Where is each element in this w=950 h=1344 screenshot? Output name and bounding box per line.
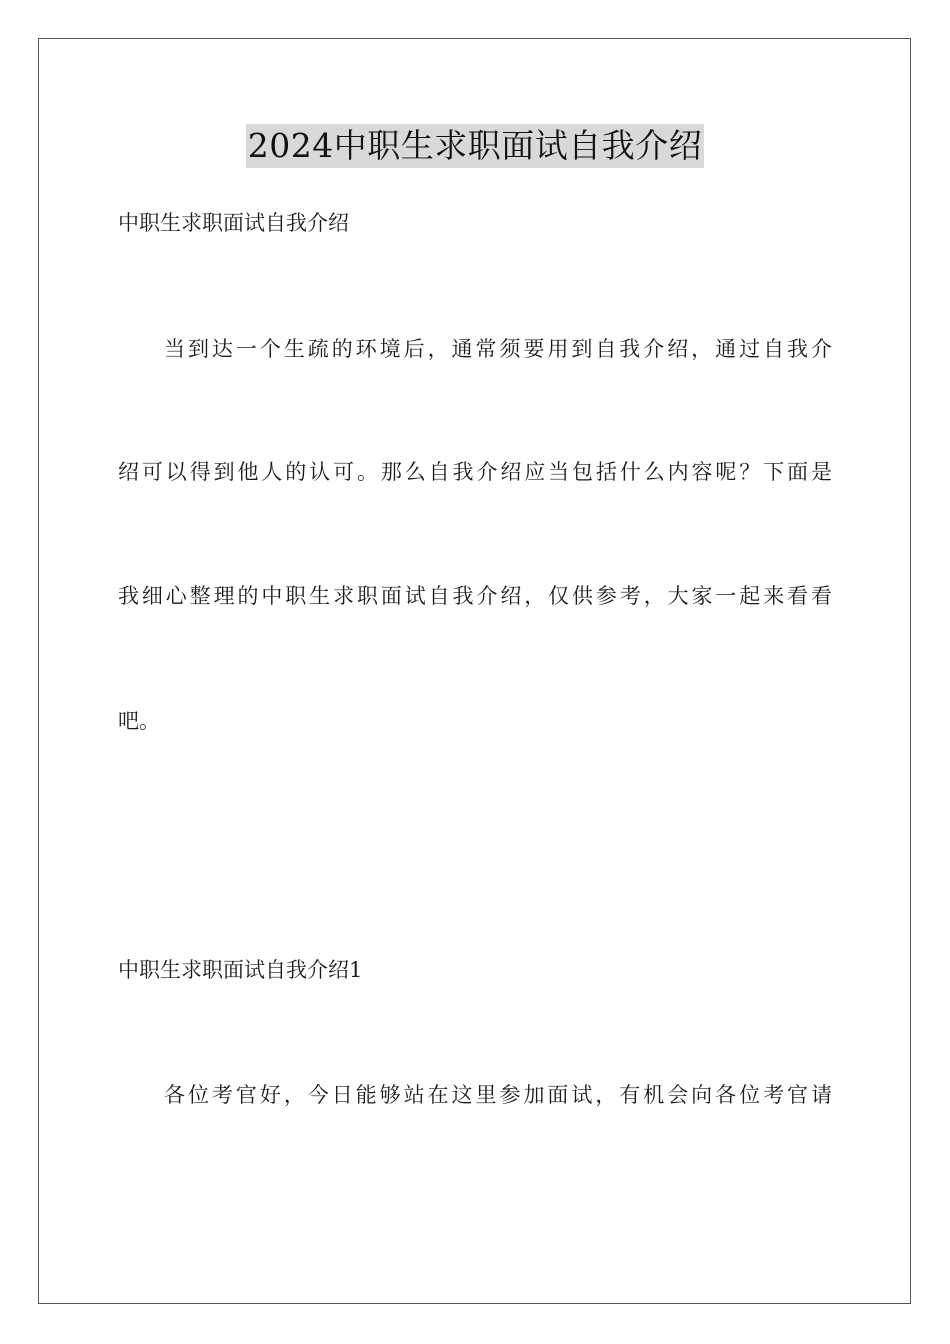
section-paragraph-line: 各位考官好，今日能够站在这里参加面试，有机会向各位考官请 [164,1083,832,1107]
section-heading: 中职生求职面试自我介绍1 [118,958,363,982]
document-title: 2024中职生求职面试自我介绍 [246,124,704,168]
intro-paragraph-line: 吧。 [118,709,160,733]
document-subtitle: 中职生求职面试自我介绍 [118,211,349,235]
intro-paragraph-line: 当到达一个生疏的环境后，通常须要用到自我介绍，通过自我介 [164,337,832,361]
title-container [0,124,950,168]
intro-paragraph-line: 绍可以得到他人的认可。那么自我介绍应当包括什么内容呢？下面是 [118,460,832,484]
intro-paragraph-line: 我细心整理的中职生求职面试自我介绍，仅供参考，大家一起来看看 [118,584,832,608]
